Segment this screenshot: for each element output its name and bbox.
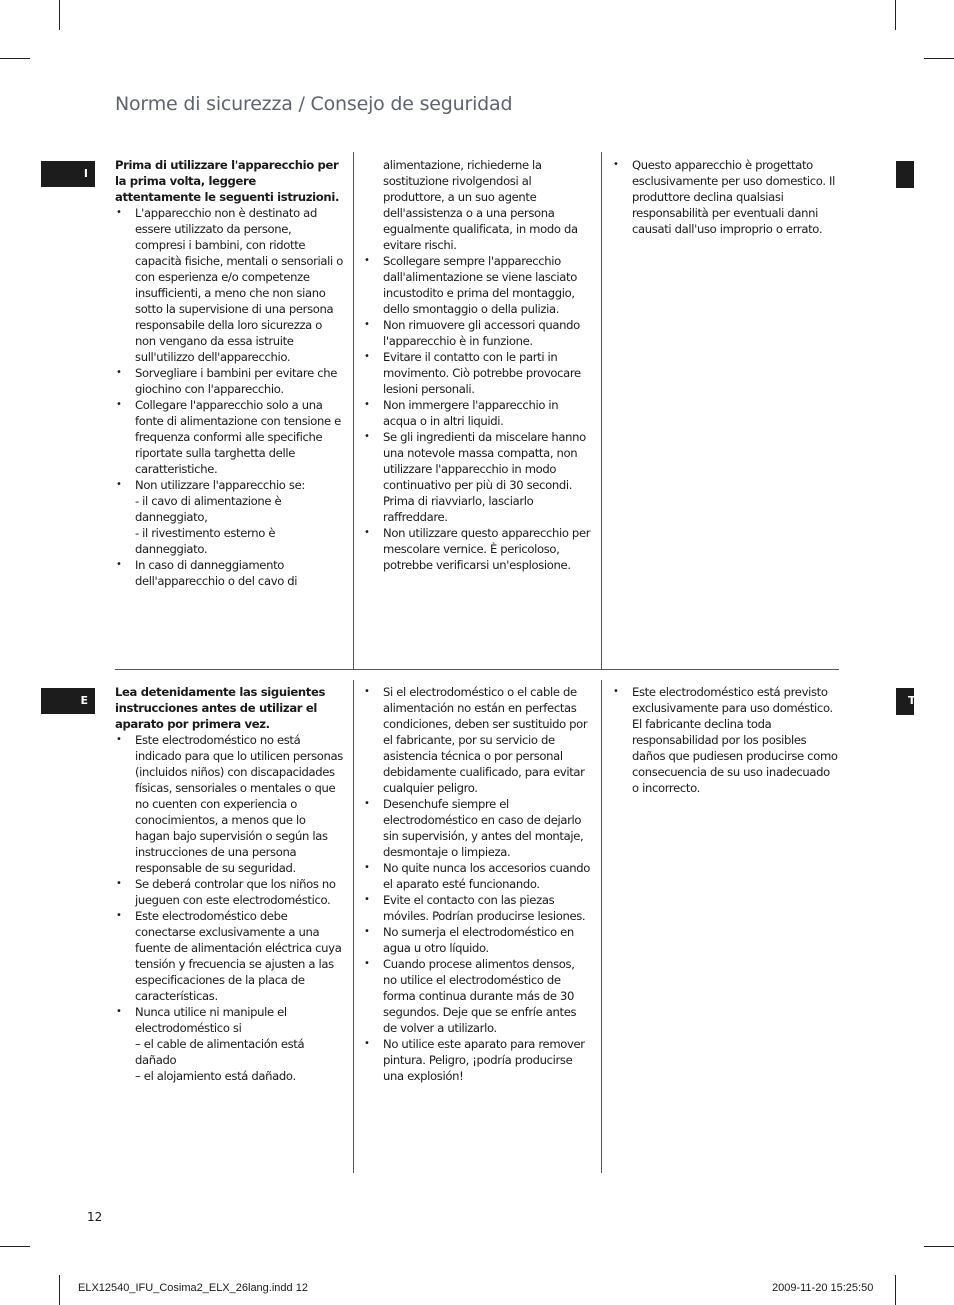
list-item: • Questo apparecchio è progettato esclusivamente per uso domestico. Il produttore declina qualsiasi responsabilità per eventuali danni causati dall'uso improprio o errato. bbox=[612, 157, 839, 237]
crop-mark bbox=[924, 58, 954, 59]
list-item: • Non utilizzare questo apparecchio per mescolare vernice. È pericoloso, potrebbe verificarsi un'esplosione. bbox=[363, 525, 591, 573]
list-item: • Evite el contacto con las piezas móviles. Podrían producirse lesiones. bbox=[363, 892, 591, 924]
language-tab-italian bbox=[41, 161, 95, 187]
list-item: • Este electrodoméstico no está indicado para que lo utilicen personas (incluidos niños) con discapacidades físicas, sensoriales o mentales o que no cuenten con experiencia o conocimientos, a menos que lo hagan bajo supervisión o según las instrucciones de una persona responsable de su seguridad. bbox=[115, 732, 343, 876]
list-item: • Sorvegliare i bambini per evitare che giochino con l'apparecchio. bbox=[115, 365, 343, 397]
safety-list bbox=[363, 253, 591, 573]
list-item: • No quite nunca los accesorios cuando el aparato esté funcionando. bbox=[363, 860, 591, 892]
safety-list bbox=[612, 157, 839, 237]
spanish-column-2 bbox=[363, 684, 591, 1084]
intro-text: Prima di utilizzare l'apparecchio per la prima volta, leggere attentamente le seguenti istruzioni. bbox=[115, 158, 339, 204]
safety-list bbox=[115, 205, 343, 589]
italian-column-3 bbox=[612, 157, 839, 237]
language-tab-edge bbox=[896, 688, 914, 715]
spanish-column-3 bbox=[612, 684, 839, 796]
column-divider bbox=[601, 680, 602, 1173]
column-divider bbox=[353, 680, 354, 1173]
safety-list bbox=[363, 684, 591, 1084]
list-item: • Evitare il contatto con le parti in movimento. Ciò potrebbe provocare lesioni personali. bbox=[363, 349, 591, 397]
tab-label: T bbox=[908, 694, 916, 707]
spanish-column-1 bbox=[115, 684, 343, 1084]
list-item: • In caso di danneggiamento dell'apparecchio o del cavo di bbox=[115, 557, 343, 589]
crop-mark bbox=[0, 58, 30, 59]
crop-mark bbox=[924, 1246, 954, 1247]
list-item: • Cuando procese alimentos densos, no utilice el electrodoméstico de forma continua durante más de 30 segundos. Deje que se enfríe antes de volver a utilizarlo. bbox=[363, 956, 591, 1036]
column-divider bbox=[601, 152, 602, 669]
crop-mark bbox=[895, 0, 896, 30]
list-item bbox=[115, 477, 343, 557]
safety-list bbox=[115, 732, 343, 1084]
list-item: • No sumerja el electrodoméstico en agua u otro líquido. bbox=[363, 924, 591, 956]
continued-text: alimentazione, richiederne la sostituzione rivolgendosi al produttore, a un suo agente dell'assistenza o a una persona egualmente qualificata, in modo da evitare rischi. bbox=[383, 158, 578, 252]
list-item: • Non immergere l'apparecchio in acqua o in altri liquidi. bbox=[363, 397, 591, 429]
language-tab-edge bbox=[896, 161, 914, 188]
tab-label: E bbox=[80, 694, 88, 707]
list-item: • Se gli ingredienti da miscelare hanno una notevole massa compatta, non utilizzare l'apparecchio in modo continuativo per più di 30 secondi. Prima di riavviarlo, lasciarlo raffreddare. bbox=[363, 429, 591, 525]
list-item: • No utilice este aparato para remover pintura. Peligro, ¡podría producirse una explosión! bbox=[363, 1036, 591, 1084]
safety-list bbox=[612, 684, 839, 796]
crop-mark bbox=[59, 1275, 60, 1305]
column-divider bbox=[353, 152, 354, 669]
list-item: • Non rimuovere gli accessori quando l'apparecchio è in funzione. bbox=[363, 317, 591, 349]
crop-mark bbox=[895, 1275, 896, 1305]
list-item: • Si el electrodoméstico o el cable de alimentación no están en perfectas condiciones, deben ser sustituido por el fabricante, por su servicio de asistencia técnica o por personal debidamente cualificado, para evitar cualquier peligro. bbox=[363, 684, 591, 796]
page-number: 12 bbox=[87, 1210, 103, 1224]
section-divider bbox=[115, 669, 839, 670]
footer-timestamp: 2009-11-20 15:25:50 bbox=[772, 1282, 874, 1294]
list-item: • L'apparecchio non è destinato ad essere utilizzato da persone, compresi i bambini, con ridotte capacità fisiche, mentali o sensoriali o con esperienza e/o competenze insufficienti, a meno che non siano sotto la supervisione di una persona responsabile della loro sicurezza o non vengano da essa istruite sull'utilizzo dell'apparecchio. bbox=[115, 205, 343, 365]
language-tab-spanish bbox=[41, 688, 95, 714]
list-item: • Scollegare sempre l'apparecchio dall'alimentazione se viene lasciato incustodito e prima del montaggio, dello smontaggio o della pulizia. bbox=[363, 253, 591, 317]
list-item: • Se deberá controlar que los niños no jueguen con este electrodoméstico. bbox=[115, 876, 343, 908]
sub-item: – el alojamiento está dañado. bbox=[135, 1069, 296, 1083]
list-item-text: Non utilizzare l'apparecchio se: bbox=[135, 478, 305, 492]
list-item: • Desenchufe siempre el electrodoméstico en caso de dejarlo sin supervisión, y antes del montaje, desmontaje o limpieza. bbox=[363, 796, 591, 860]
list-item-text: Nunca utilice ni manipule el electrodoméstico si bbox=[135, 1005, 287, 1035]
italian-column-2 bbox=[363, 157, 591, 573]
list-item: • Collegare l'apparecchio solo a una fonte di alimentazione con tensione e frequenza conformi alle specifiche riportate sulla targhetta delle caratteristiche. bbox=[115, 397, 343, 477]
footer-filename: ELX12540_IFU_Cosima2_ELX_26lang.indd 12 bbox=[78, 1282, 308, 1294]
page-title: Norme di sicurezza / Consejo de seguridad bbox=[115, 93, 513, 115]
list-item: • Este electrodoméstico está previsto exclusivamente para uso doméstico. El fabricante declina toda responsabilidad por los posibles daños que pudiesen producirse como consecuencia de su uso inadecuado o incorrecto. bbox=[612, 684, 839, 796]
italian-column-1 bbox=[115, 157, 343, 589]
crop-mark bbox=[0, 1246, 30, 1247]
intro-text: Lea detenidamente las siguientes instrucciones antes de utilizar el aparato por primera vez. bbox=[115, 685, 326, 731]
sub-item: – el cable de alimentación está dañado bbox=[135, 1037, 305, 1067]
list-item: • Este electrodoméstico debe conectarse exclusivamente a una fuente de alimentación eléctrica cuya tensión y frecuencia se ajusten a las especificaciones de la placa de características. bbox=[115, 908, 343, 1004]
crop-mark bbox=[59, 0, 60, 30]
tab-label: I bbox=[83, 167, 88, 180]
sub-item: - il cavo di alimentazione è danneggiato, bbox=[135, 494, 282, 524]
list-item bbox=[115, 1004, 343, 1084]
sub-item: - il rivestimento esterno è danneggiato. bbox=[135, 526, 276, 556]
